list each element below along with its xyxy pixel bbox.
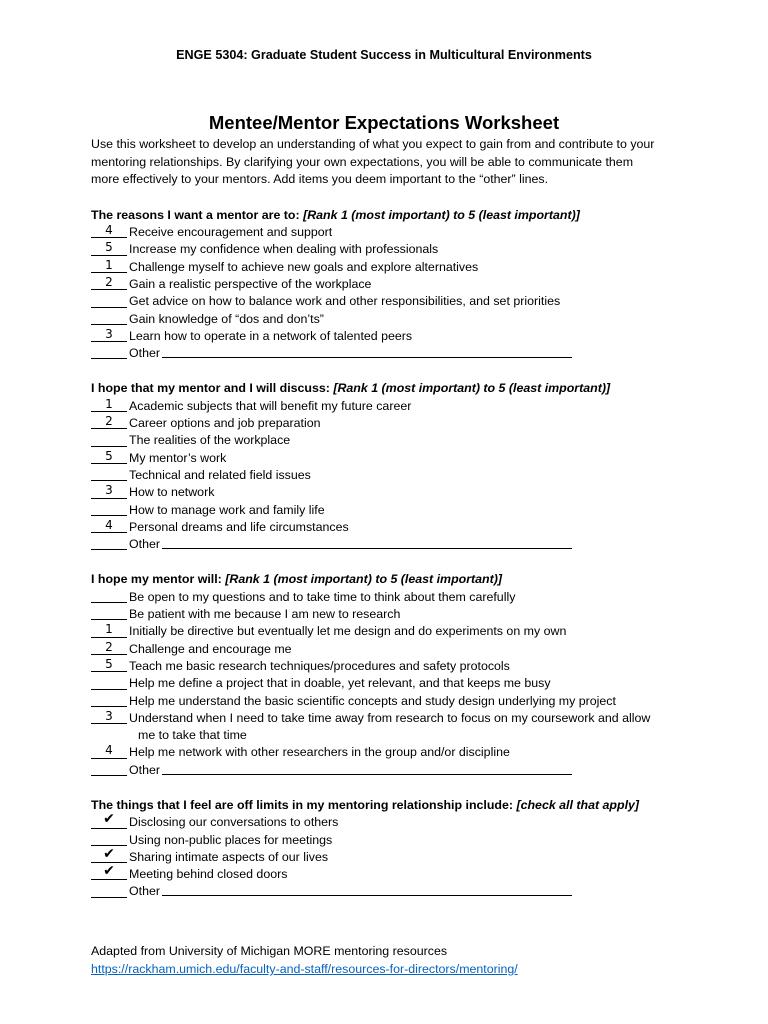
item-label: Other <box>129 537 160 552</box>
list-item <box>91 467 731 484</box>
checkmark: ✔ <box>103 863 115 880</box>
list-item <box>91 519 731 536</box>
section-heading-text: The reasons I want a mentor are to: <box>91 207 304 222</box>
list-item <box>91 589 731 606</box>
rank-value: 2 <box>105 274 113 289</box>
list-item <box>91 224 731 241</box>
worksheet-title: Mentee/Mentor Expectations Worksheet <box>208 112 560 133</box>
rank-value: 1 <box>105 396 113 411</box>
item-label: Be open to my questions and to take time to think about them carefully <box>129 589 516 604</box>
list-item <box>91 744 731 761</box>
section-heading-text: I hope that my mentor and I will discuss: <box>91 381 334 396</box>
item-label: Gain a realistic perspective of the workplace <box>129 276 372 291</box>
checkbox-blank[interactable] <box>91 883 127 900</box>
section-3 <box>91 571 731 779</box>
item-label: Help me network with other researchers in the group and/or discipline <box>129 745 510 760</box>
checkbox-blank[interactable] <box>91 863 127 883</box>
attribution-text: Adapted from University of Michigan MORE mentoring resources <box>91 944 448 958</box>
item-label: Be patient with me because I am new to research <box>129 607 401 622</box>
list-item <box>91 693 731 710</box>
rank-blank[interactable] <box>91 744 127 761</box>
section-1 <box>91 207 731 363</box>
list-item <box>91 641 731 658</box>
rank-value: 5 <box>105 240 113 255</box>
rank-blank[interactable] <box>91 293 127 310</box>
list-item <box>91 259 731 276</box>
rank-blank[interactable] <box>91 345 127 362</box>
section-heading <box>91 207 731 224</box>
list-item <box>91 606 731 623</box>
course-title: ENGE 5304: Graduate Student Success in Multicultural Environments <box>176 48 592 62</box>
item-label: Gain knowledge of “dos and don’ts” <box>129 311 324 326</box>
item-label: Technical and related field issues <box>129 467 311 482</box>
section-instruction: [Rank 1 (most important) to 5 (least important)] <box>303 207 580 222</box>
section-instruction: [Rank 1 (most important) to 5 (least important)] <box>225 572 502 587</box>
section-heading-text: I hope my mentor will: <box>91 572 226 587</box>
section-heading <box>91 797 731 814</box>
rank-blank[interactable] <box>91 675 127 692</box>
list-item <box>91 293 731 310</box>
rank-blank[interactable] <box>91 589 127 606</box>
sections-container <box>91 207 731 901</box>
list-item <box>91 484 731 501</box>
rank-value: 4 <box>105 223 113 238</box>
rank-blank[interactable] <box>91 450 127 467</box>
section-heading-text: The things that I feel are off limits in my mentoring relationship include: <box>91 797 517 812</box>
item-label-continuation: me to take that time <box>138 728 247 743</box>
list-item <box>91 398 731 415</box>
list-item <box>91 450 731 467</box>
item-label: Personal dreams and life circumstances <box>129 519 349 534</box>
item-label: Learn how to operate in a network of talented peers <box>129 328 413 343</box>
list-item <box>91 432 731 449</box>
list-item <box>91 883 731 900</box>
item-label: Other <box>129 346 160 361</box>
rank-blank[interactable] <box>91 762 127 779</box>
checkmark: ✔ <box>103 811 115 828</box>
item-label: Initially be directive but eventually let me design and do experiments on my own <box>129 624 567 639</box>
rank-value: 5 <box>105 448 113 463</box>
rank-value: 1 <box>105 622 113 637</box>
item-label: Disclosing our conversations to others <box>129 815 339 830</box>
other-input-line[interactable] <box>162 883 572 896</box>
item-label: Challenge myself to achieve new goals and explore alternatives <box>129 259 479 274</box>
item-label: How to network <box>129 485 215 500</box>
list-item <box>91 502 731 519</box>
rank-blank[interactable] <box>91 710 127 727</box>
rank-value: 4 <box>105 743 113 758</box>
rank-blank[interactable] <box>91 484 127 501</box>
footer <box>91 942 518 978</box>
rank-value: 3 <box>105 708 113 723</box>
list-item <box>91 328 731 345</box>
rank-blank[interactable] <box>91 519 127 536</box>
item-label: Help me understand the basic scientific concepts and study design underlying my project <box>129 693 616 708</box>
list-item <box>91 863 731 883</box>
rank-value: 4 <box>105 517 113 532</box>
item-label: Other <box>129 884 160 899</box>
list-item <box>91 762 731 779</box>
rank-value: 2 <box>105 639 113 654</box>
section-heading <box>91 380 731 397</box>
list-item <box>91 832 731 849</box>
section-instruction: [check all that apply] <box>516 797 640 812</box>
item-label: Meeting behind closed doors <box>129 867 288 882</box>
list-item <box>91 845 731 866</box>
checkbox-blank[interactable] <box>91 811 127 831</box>
item-label: Get advice on how to balance work and other responsibilities, and set priorities <box>129 294 561 309</box>
item-label: Sharing intimate aspects of our lives <box>129 849 329 864</box>
list-item <box>91 415 731 432</box>
intro-paragraph <box>91 136 731 189</box>
list-item <box>91 241 731 258</box>
section-4 <box>91 797 731 901</box>
item-label: The realities of the workplace <box>129 433 291 448</box>
other-input-line[interactable] <box>162 762 572 775</box>
rank-blank[interactable] <box>91 415 127 432</box>
rank-value: 3 <box>105 326 113 341</box>
rank-value: 5 <box>105 656 113 671</box>
list-item <box>91 536 731 553</box>
item-label: Other <box>129 762 160 777</box>
section-2 <box>91 380 731 553</box>
item-label: Understand when I need to take time away from research to focus on my coursework and allow <box>129 710 651 725</box>
list-item <box>91 675 731 692</box>
item-label: Career options and job preparation <box>129 416 321 431</box>
rank-blank[interactable] <box>91 658 127 675</box>
item-label: Challenge and encourage me <box>129 641 292 656</box>
rank-value: 3 <box>105 483 113 498</box>
rank-blank[interactable] <box>91 276 127 293</box>
item-label: Receive encouragement and support <box>129 225 333 240</box>
list-item <box>91 658 731 675</box>
item-label: Teach me basic research techniques/procedures and safety protocols <box>129 658 510 673</box>
rank-value: 2 <box>105 414 113 429</box>
item-label: Using non-public places for meetings <box>129 832 333 847</box>
rank-blank[interactable] <box>91 328 127 345</box>
list-item <box>91 811 731 831</box>
intro-line: Use this worksheet to develop an understanding of what you expect to gain from and contribute to your <box>91 137 655 151</box>
intro-line: more effectively to your mentors. Add items you deem important to the “other” lines. <box>91 172 549 187</box>
other-input-line[interactable] <box>162 345 572 358</box>
other-input-line[interactable] <box>162 536 572 549</box>
item-label: My mentor’s work <box>129 450 227 465</box>
list-item <box>91 710 731 727</box>
list-item <box>91 311 731 328</box>
list-item <box>91 623 731 640</box>
intro-line: mentoring relationships. By clarifying your own expectations, you will be able to communicate them <box>91 154 634 169</box>
item-label: How to manage work and family life <box>129 502 325 517</box>
rank-value: 1 <box>105 257 113 272</box>
section-instruction: [Rank 1 (most important) to 5 (least important)] <box>333 381 611 396</box>
worksheet-content <box>91 136 731 901</box>
item-label: Increase my confidence when dealing with professionals <box>129 242 439 257</box>
item-label: Academic subjects that will benefit my future career <box>129 398 412 413</box>
checkmark: ✔ <box>103 845 115 862</box>
rank-blank[interactable] <box>91 536 127 553</box>
resource-link[interactable]: https://rackham.umich.edu/faculty-and-staff/resources-for-directors/mentoring/ <box>91 962 518 976</box>
list-item <box>91 345 731 362</box>
section-heading <box>91 571 731 588</box>
list-item <box>91 276 731 293</box>
item-label: Help me define a project that in doable, yet relevant, and that keeps me busy <box>129 676 551 691</box>
